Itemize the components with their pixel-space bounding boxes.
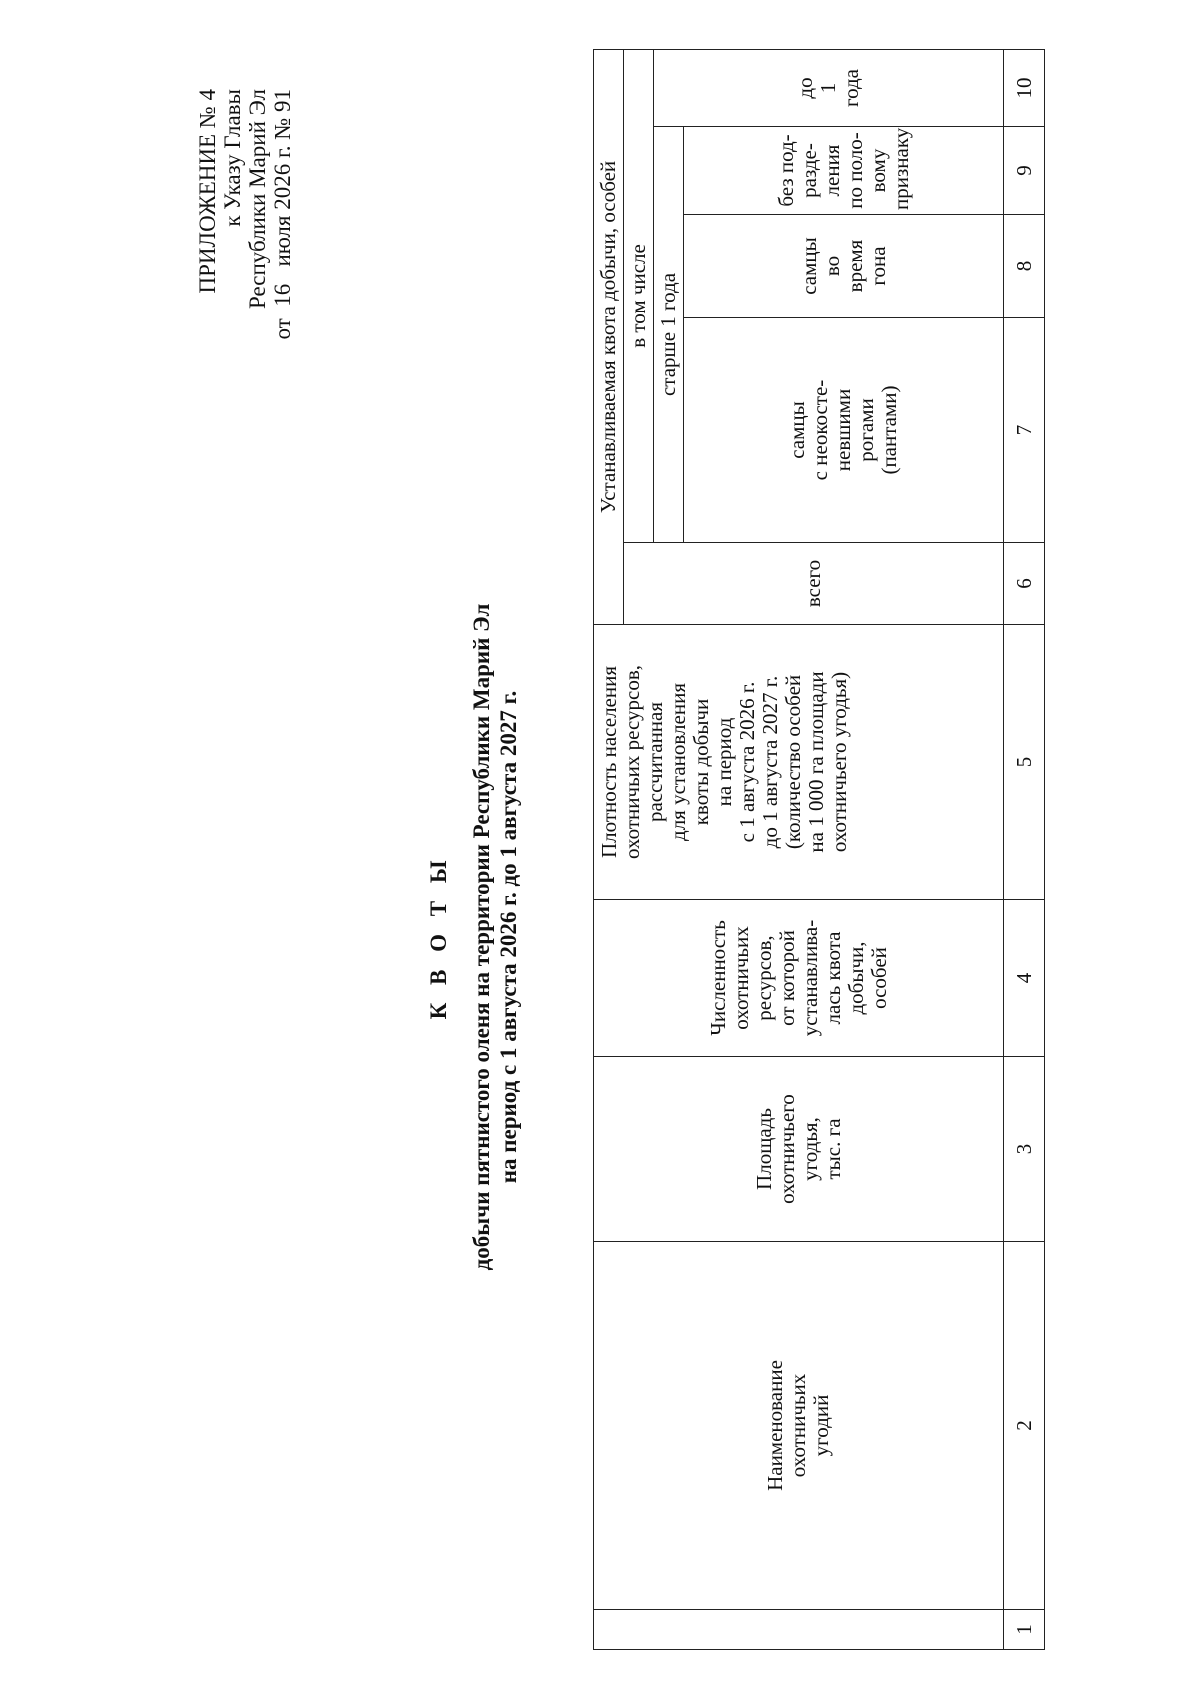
header-col-9-line: разде- bbox=[796, 143, 821, 198]
title-main: К В О Т Ы bbox=[426, 854, 451, 1020]
title-line: добычи пятнистого оленя на территории Республики Марий Эл bbox=[469, 603, 494, 1271]
header-col-5-line: квоты добычи bbox=[689, 698, 713, 826]
header-col-7-line: самцы bbox=[785, 401, 809, 459]
header-col-3-line: угодья, bbox=[797, 1117, 822, 1181]
appendix-line: Республики Марий Эл bbox=[245, 89, 270, 310]
header-in-that-number: в том числе bbox=[624, 49, 654, 542]
header-col-5-line: до 1 августа 2027 г. bbox=[758, 675, 782, 849]
header-col-4 bbox=[594, 900, 1004, 1057]
header-col-5-line: (количество особей bbox=[781, 674, 805, 850]
document-title bbox=[425, 557, 522, 1317]
header-col-7-line: (пантами) bbox=[877, 385, 901, 475]
header-col-1 bbox=[594, 1610, 1004, 1650]
header-col-8-line: самцы bbox=[796, 237, 821, 295]
header-col-5-line: с 1 августа 2026 г. bbox=[735, 681, 759, 843]
header-col-10 bbox=[654, 49, 1004, 126]
column-number: 6 bbox=[1004, 543, 1045, 625]
header-col-10-line: года bbox=[839, 68, 863, 107]
column-number: 9 bbox=[1004, 127, 1045, 215]
header-col-3-line: Площадь bbox=[751, 1108, 776, 1190]
column-number: 7 bbox=[1004, 318, 1045, 543]
title-line: на период с 1 августа 2026 г. до 1 августа 2027 г. bbox=[496, 690, 521, 1184]
header-col-8-line: время bbox=[842, 239, 867, 293]
header-col-5-line: на 1 000 га площади bbox=[804, 671, 828, 853]
header-col-2-line: угодий bbox=[809, 1394, 833, 1457]
column-number: 5 bbox=[1004, 625, 1045, 900]
header-col-9-line: без под- bbox=[773, 134, 798, 207]
appendix-line: к Указу Главы bbox=[220, 89, 245, 227]
header-col-2-line: охотничьих bbox=[786, 1373, 810, 1478]
column-number: 2 bbox=[1004, 1242, 1045, 1610]
header-older-1-year: старше 1 года bbox=[654, 127, 684, 543]
header-col-3 bbox=[594, 1057, 1004, 1242]
header-col-8-line: во bbox=[819, 255, 844, 277]
appendix-line: от 16 июля 2026 г. № 91 bbox=[270, 89, 295, 340]
appendix-line: ПРИЛОЖЕНИЕ № 4 bbox=[195, 89, 220, 294]
column-numbers-row bbox=[1004, 49, 1045, 1649]
header-col-5-line: для установления bbox=[666, 683, 690, 841]
column-number: 1 bbox=[1004, 1610, 1045, 1650]
header-col-4-line: особей bbox=[866, 947, 891, 1009]
header-quota-group: Устанавливаемая квота добычи, особей bbox=[594, 49, 624, 624]
header-col-5-line: Плотность населения bbox=[597, 665, 621, 859]
header-col-4-line: Численность bbox=[705, 920, 730, 1036]
column-number: 8 bbox=[1004, 215, 1045, 318]
header-col-3-line: тыс. га bbox=[820, 1118, 845, 1180]
header-col-4-line: охотничьих bbox=[728, 926, 753, 1030]
header-col-8 bbox=[684, 215, 1004, 318]
header-col-7 bbox=[684, 318, 1004, 543]
header-col-9-line: по поло- bbox=[842, 132, 867, 209]
header-col-4-line: ресурсов, bbox=[751, 935, 776, 1021]
quota-table bbox=[593, 49, 1045, 1650]
header-col-7-line: невшими bbox=[831, 388, 855, 472]
header-col-9-line: ления bbox=[819, 144, 844, 197]
header-col-8-line: гона bbox=[865, 246, 890, 286]
header-col-5-line: охотничьего угодья) bbox=[827, 671, 851, 853]
header-col-9 bbox=[684, 127, 1004, 215]
header-col-5 bbox=[594, 625, 1004, 900]
header-col-5-line: на период bbox=[712, 717, 736, 807]
header-col-3-line: охотничьего bbox=[774, 1094, 799, 1204]
header-col-4-line: лась квота bbox=[820, 931, 845, 1025]
header-col-4-line: добычи, bbox=[843, 941, 868, 1015]
column-number: 10 bbox=[1004, 49, 1045, 126]
header-col-2-line: Наименование bbox=[763, 1360, 787, 1491]
appendix-block bbox=[195, 89, 295, 509]
header-col-5-line: охотничьих ресурсов, bbox=[620, 664, 644, 860]
column-number: 4 bbox=[1004, 900, 1045, 1057]
header-col-4-line: от которой bbox=[774, 930, 799, 1026]
header-col-10-line: 1 bbox=[816, 82, 840, 94]
header-col-4-line: устанавлива- bbox=[797, 919, 822, 1037]
header-col-5-line: рассчитанная bbox=[643, 701, 667, 823]
header-col-10-line: до bbox=[793, 77, 817, 99]
header-total: всего bbox=[624, 543, 1004, 625]
header-col-7-line: с неокосте- bbox=[808, 379, 832, 481]
header-col-9-line: вому bbox=[865, 148, 890, 193]
column-number: 3 bbox=[1004, 1057, 1045, 1242]
header-col-9-line: признаку bbox=[888, 127, 913, 210]
header-col-7-line: рогами bbox=[854, 398, 878, 462]
header-col-2 bbox=[594, 1242, 1004, 1610]
